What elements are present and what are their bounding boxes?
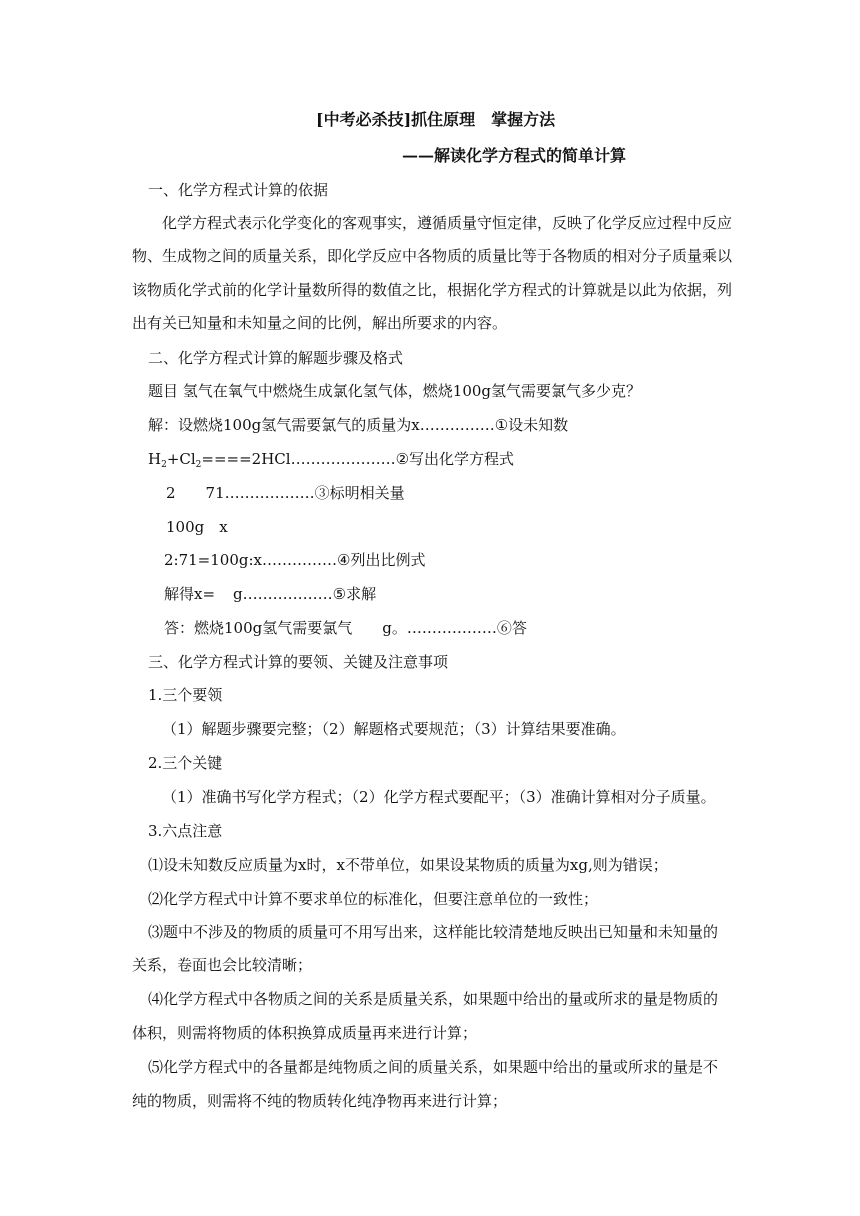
section3-sub3: 3.六点注意 bbox=[148, 822, 223, 840]
equation-h: H bbox=[148, 450, 162, 468]
note-3-line-2: 关系，卷面也会比较清晰； bbox=[132, 956, 313, 974]
document-subtitle: ——解读化学方程式的简单计算 bbox=[402, 146, 627, 165]
section1-line-3: 该物质化学式前的化学计量数所得的数值之比，根据化学方程式的计算就是以此为依据，列 bbox=[132, 281, 733, 299]
step5-prefix: 解得x= bbox=[164, 585, 216, 603]
note-3-line-1: ⑶题中不涉及的物质的质量可不用写出来，这样能比较清楚地反映出已知量和未知量的 bbox=[148, 923, 719, 941]
section3-sub1-text: （1）解题步骤要完整；（2）解题格式要规范；（3）计算结果要准确。 bbox=[162, 720, 626, 738]
section1-line-4: 出有关已知量和未知量之间的比例，解出所要求的内容。 bbox=[132, 314, 508, 332]
section2-heading: 二、化学方程式计算的解题步骤及格式 bbox=[148, 349, 404, 367]
note-1: ⑴设未知数反应质量为x时，x不带单位，如果设某物质的质量为xg,则为错误； bbox=[148, 856, 668, 874]
note-5-line-2: 纯的物质，则需将不纯的物质转化纯净物再来进行计算； bbox=[132, 1092, 508, 1110]
note-2: ⑵化学方程式中计算不要求单位的标准化，但要注意单位的一致性； bbox=[148, 890, 599, 908]
equation-rest: ====2HCl…………………②写出化学方程式 bbox=[201, 450, 515, 468]
solution-step-4: 2:71=100g:x……………④列出比例式 bbox=[164, 551, 426, 569]
step6-suffix: g。………………⑥答 bbox=[382, 619, 527, 637]
equation-cl-subscript: 2 bbox=[195, 460, 202, 470]
equation-cl: +Cl bbox=[166, 450, 196, 468]
equation-h-subscript: 2 bbox=[161, 460, 167, 470]
solution-step-1: 解：设燃烧100g氢气需要氯气的质量为x……………①设未知数 bbox=[148, 416, 569, 434]
chemical-equation bbox=[148, 449, 514, 469]
solution-step-3: 2 71………………③标明相关量 bbox=[166, 484, 405, 502]
solution-step-5 bbox=[164, 584, 376, 604]
step5-suffix: g………………⑤求解 bbox=[233, 585, 377, 603]
note-4-line-2: 体积，则需将物质的体积换算成质量再来进行计算； bbox=[132, 1024, 478, 1042]
section1-line-2: 物、生成物之间的质量关系，即化学反应中各物质的质量比等于各物质的相对分子质量乘以 bbox=[132, 247, 733, 265]
note-5-line-1: ⑸化学方程式中的各量都是纯物质之间的质量关系，如果题中给出的量或所求的量是不 bbox=[148, 1058, 719, 1076]
section3-heading: 三、化学方程式计算的要领、关键及注意事项 bbox=[148, 653, 449, 671]
section1-heading: 一、化学方程式计算的依据 bbox=[148, 181, 329, 199]
section3-sub1: 1.三个要领 bbox=[148, 686, 223, 704]
section3-sub2-text: （1）准确书写化学方程式；（2）化学方程式要配平；（3）准确计算相对分子质量。 bbox=[162, 788, 716, 806]
solution-step-3-values: 100g x bbox=[166, 518, 228, 536]
step6-prefix: 答：燃烧100g氢气需要氯气 bbox=[164, 619, 353, 637]
document-title: [中考必杀技]抓住原理 掌握方法 bbox=[316, 110, 556, 129]
solution-step-6 bbox=[164, 618, 527, 638]
note-4-line-1: ⑷化学方程式中各物质之间的关系是质量关系，如果题中给出的量或所求的量是物质的 bbox=[148, 990, 719, 1008]
problem-text: 题目 氢气在氧气中燃烧生成氯化氢气体，燃烧100g氢气需要氯气多少克？ bbox=[148, 382, 642, 400]
section1-line-1: 化学方程式表示化学变化的客观事实，遵循质量守恒定律，反映了化学反应过程中反应 bbox=[162, 214, 733, 232]
section3-sub2: 2.三个关键 bbox=[148, 754, 223, 772]
